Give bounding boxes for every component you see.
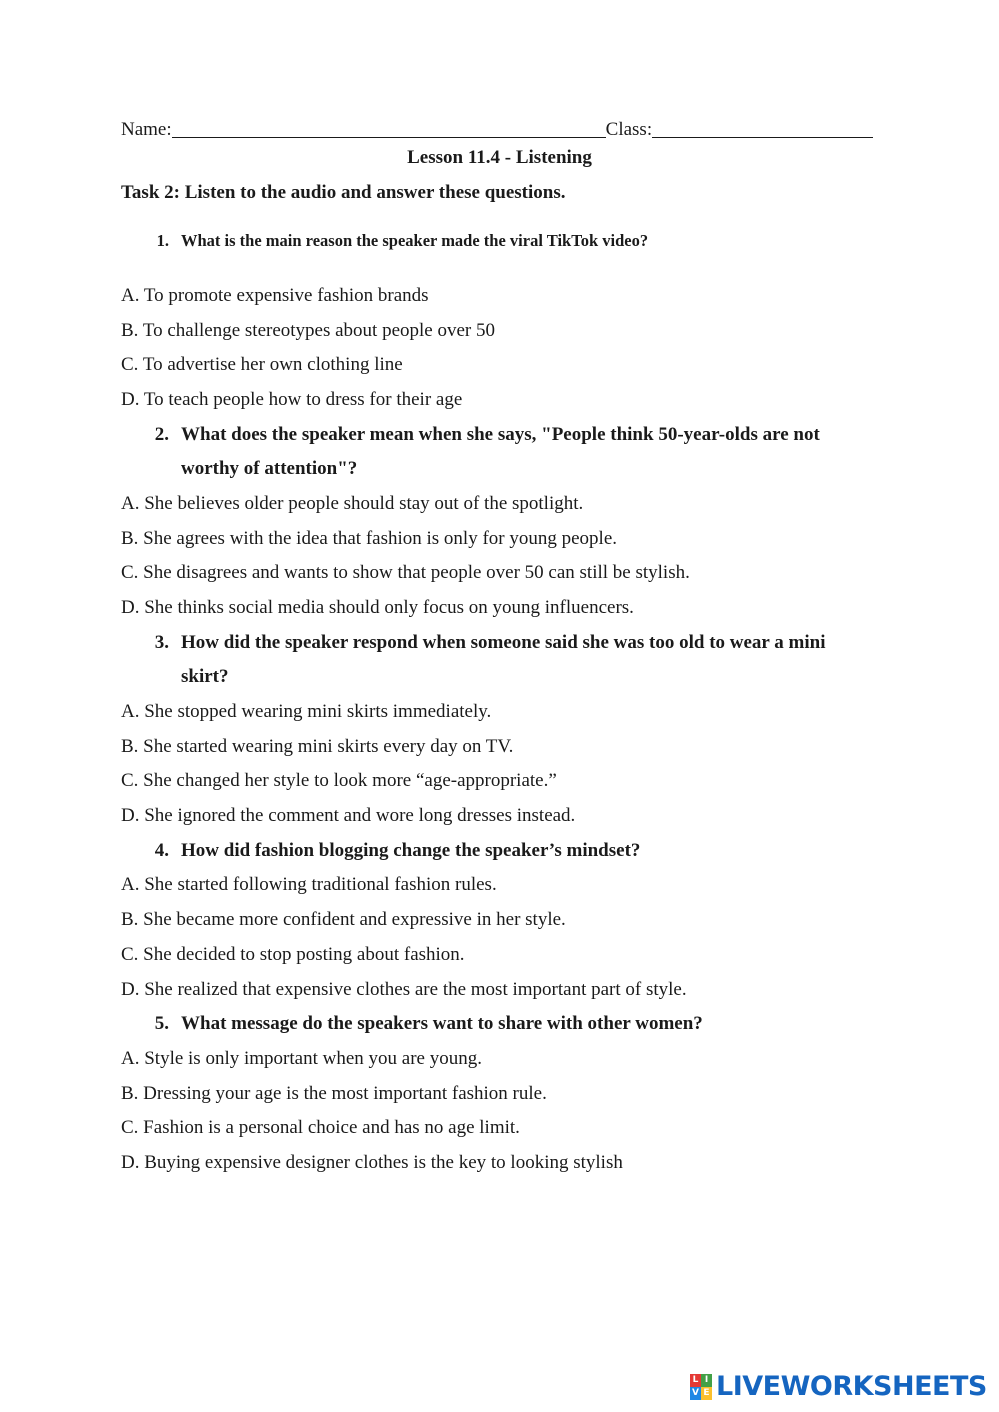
name-blank[interactable] — [172, 118, 606, 138]
question-text: What is the main reason the speaker made the viral TikTok video? — [181, 231, 649, 250]
task-title: Task 2: Listen to the audio and answer these questions. — [121, 182, 566, 203]
option-2b[interactable]: B. She agrees with the idea that fashion is only for young people. — [121, 527, 618, 549]
question-number: 4. — [154, 839, 169, 861]
logo-text: LIVEWORKSHEETS — [716, 1371, 987, 1402]
option-4c[interactable]: C. She decided to stop posting about fashion. — [121, 943, 465, 965]
question-text: How did fashion blogging change the speaker’s mindset? — [181, 839, 641, 861]
question-text: How did the speaker respond when someone said she was too old to wear a mini skirt? — [181, 631, 826, 688]
name-label: Name: — [121, 119, 172, 140]
option-4d[interactable]: D. She realized that expensive clothes are the most important part of style. — [121, 978, 687, 1000]
liveworksheets-icon: L I V E — [690, 1374, 712, 1400]
question-5 — [121, 1007, 881, 1042]
question-2 — [121, 418, 881, 487]
question-list — [121, 226, 881, 1181]
option-5a[interactable]: A. Style is only important when you are young. — [121, 1047, 482, 1069]
option-1a[interactable]: A. To promote expensive fashion brands — [121, 285, 429, 306]
option-2c[interactable]: C. She disagrees and wants to show that people over 50 can still be stylish. — [121, 562, 690, 584]
option-4b[interactable]: B. She became more confident and expressive in her style. — [121, 909, 566, 931]
option-3a[interactable]: A. She stopped wearing mini skirts immediately. — [121, 701, 492, 722]
question-3 — [121, 626, 881, 695]
header-line — [121, 118, 881, 141]
question-number: 2. — [154, 423, 169, 445]
option-2a[interactable]: A. She believes older people should stay out of the spotlight. — [121, 493, 584, 514]
option-1d[interactable]: D. To teach people how to dress for their age — [121, 389, 463, 411]
option-2d[interactable]: D. She thinks social media should only focus on young influencers. — [121, 597, 634, 619]
question-4 — [121, 834, 881, 869]
option-5b[interactable]: B. Dressing your age is the most important fashion rule. — [121, 1082, 547, 1104]
question-number: 3. — [154, 631, 169, 653]
option-5d[interactable]: D. Buying expensive designer clothes is the key to looking stylish — [121, 1151, 623, 1173]
question-number: 1. — [156, 231, 169, 250]
question-text: What does the speaker mean when she says, "People think 50-year-olds are not worthy of attention"? — [181, 423, 820, 480]
option-1b[interactable]: B. To challenge stereotypes about people over 50 — [121, 319, 495, 341]
option-3b[interactable]: B. She started wearing mini skirts every day on TV. — [121, 735, 514, 757]
option-3d[interactable]: D. She ignored the comment and wore long dresses instead. — [121, 805, 576, 827]
lesson-title: Lesson 11.4 - Listening — [407, 147, 592, 168]
question-number: 5. — [154, 1013, 169, 1035]
class-blank[interactable] — [652, 118, 873, 138]
option-1c[interactable]: C. To advertise her own clothing line — [121, 354, 403, 376]
option-4a[interactable]: A. She started following traditional fashion rules. — [121, 874, 497, 896]
class-label: Class: — [605, 119, 653, 140]
question-text: What message do the speakers want to share with other women? — [181, 1013, 703, 1035]
question-1 — [121, 226, 881, 256]
option-5c[interactable]: C. Fashion is a personal choice and has no age limit. — [121, 1117, 520, 1139]
liveworksheets-logo — [690, 1371, 987, 1402]
option-3c[interactable]: C. She changed her style to look more “age-appropriate.” — [121, 770, 557, 792]
